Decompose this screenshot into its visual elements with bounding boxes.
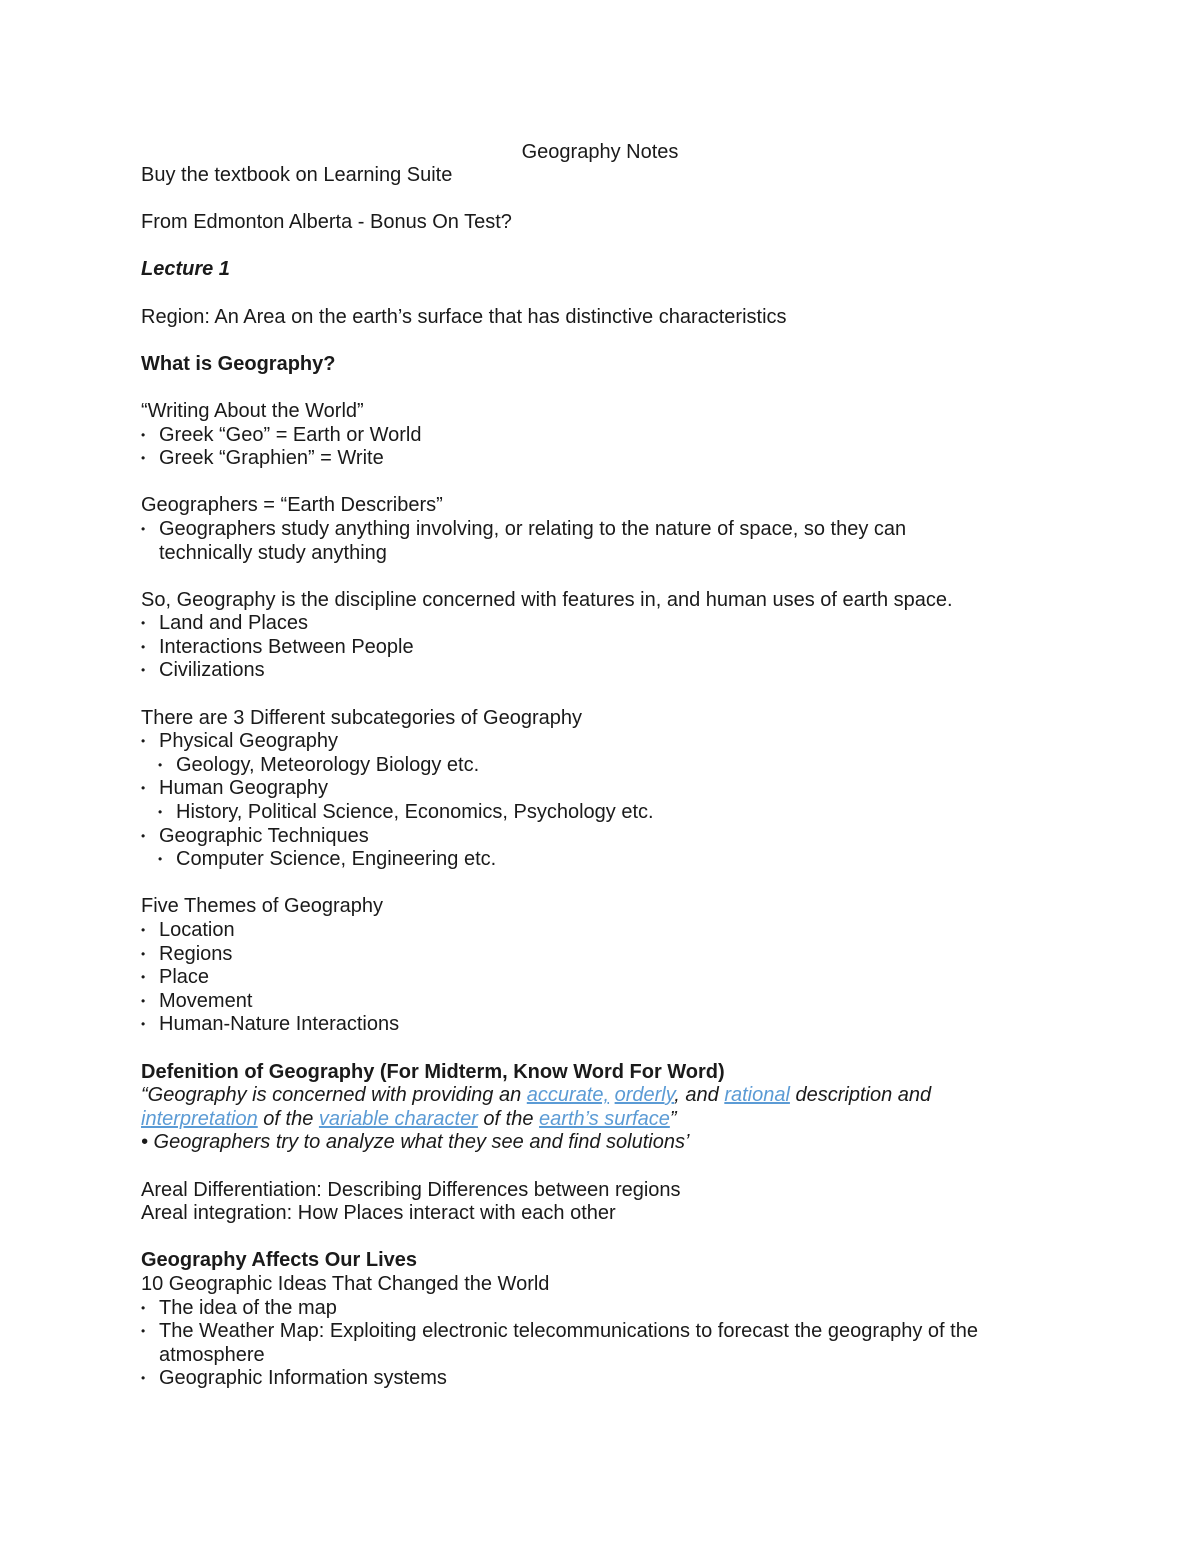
bullet-icon: • <box>158 757 163 772</box>
list-item: • Geographic Information systems <box>141 1367 447 1390</box>
areal-integration: Areal integration: How Places interact with each other <box>141 1202 616 1225</box>
list-item: • Regions <box>141 942 233 965</box>
list-item: • Greek “Geo” = Earth or World <box>141 423 422 446</box>
list-item: • Movement <box>141 989 253 1012</box>
list-item: • Place <box>141 966 210 989</box>
bullet-icon: • <box>158 805 163 820</box>
list-item-continuation: technically study anything <box>159 541 387 564</box>
definition-heading: Defenition of Geography (For Midterm, Know Word For Word) <box>141 1060 725 1083</box>
link-accurate[interactable]: accurate, <box>526 1084 610 1107</box>
what-is-geography-heading: What is Geography? <box>141 352 336 375</box>
bullet-icon: • <box>141 1371 146 1386</box>
bullet-icon: • <box>141 946 146 961</box>
page-title: Geography Notes <box>521 141 679 163</box>
link-rational[interactable]: rational <box>724 1084 790 1107</box>
list-item: • Geographers study anything involving, or relating to the nature of space, so they can <box>141 517 907 540</box>
lecture-heading: Lecture 1 <box>141 258 230 281</box>
list-item-continuation: atmosphere <box>159 1343 265 1366</box>
ten-ideas-heading: 10 Geographic Ideas That Changed the World <box>141 1272 550 1295</box>
definition-quote-line-2: interpretation of the variable character of the earth’s surface” <box>141 1107 677 1130</box>
list-item: • Human-Nature Interactions <box>141 1013 400 1036</box>
bullet-icon: • <box>141 616 146 631</box>
discipline-statement: So, Geography is the discipline concerned with features in, and human uses of earth space. <box>141 588 953 611</box>
writing-about-world: “Writing About the World” <box>141 399 364 422</box>
list-item: • Land and Places <box>141 612 309 635</box>
bullet-icon: • <box>158 852 163 867</box>
list-item: • Civilizations <box>141 659 265 682</box>
list-item: • Physical Geography <box>141 730 338 753</box>
bullet-icon: • <box>141 923 146 937</box>
region-definition: Region: An Area on the earth’s surface that has distinctive characteristics <box>141 305 787 328</box>
sub-list-item: • Computer Science, Engineering etc. <box>158 848 497 871</box>
bullet-icon: • <box>141 993 146 1008</box>
list-item: • Human Geography <box>141 777 328 800</box>
five-themes-heading: Five Themes of Geography <box>141 895 383 918</box>
intro-line-edmonton: From Edmonton Alberta - Bonus On Test? <box>141 211 512 234</box>
document-body <box>141 164 1071 1391</box>
bullet-icon: • <box>141 451 146 466</box>
bullet-icon: • <box>141 828 146 843</box>
list-item: • Interactions Between People <box>141 635 414 658</box>
affects-heading: Geography Affects Our Lives <box>141 1249 417 1272</box>
link-earths-surface[interactable]: earth’s surface <box>539 1107 670 1130</box>
earth-describers: Geographers = “Earth Describers” <box>141 494 443 517</box>
bullet-icon: • <box>141 1300 146 1315</box>
definition-bullet: • Geographers try to analyze what they see and find solutions’ <box>141 1131 690 1154</box>
intro-line-textbook: Buy the textbook on Learning Suite <box>141 164 453 186</box>
list-item: • Greek “Graphien” = Write <box>141 447 384 470</box>
list-item: • Geographic Techniques <box>141 824 369 847</box>
bullet-icon: • <box>141 663 146 678</box>
link-orderly[interactable]: orderly <box>614 1084 675 1107</box>
bullet-icon: • <box>141 970 146 985</box>
bullet-icon: • <box>141 427 146 442</box>
sub-list-item: • Geology, Meteorology Biology etc. <box>158 753 480 776</box>
subcategories-heading: There are 3 Different subcategories of Geography <box>141 706 582 729</box>
list-item: • The Weather Map: Exploiting electronic telecommunications to forecast the geography of the <box>141 1320 978 1343</box>
definition-quote-line-1: “Geography is concerned with providing an accurate, orderly, and rational description and <box>141 1084 932 1107</box>
sub-list-item: • History, Political Science, Economics, Psychology etc. <box>158 801 654 824</box>
bullet-icon: • <box>141 734 146 749</box>
link-variable-character[interactable]: variable character <box>318 1107 478 1130</box>
areal-differentiation: Areal Differentiation: Describing Differences between regions <box>141 1178 681 1201</box>
list-item: • Location <box>141 919 235 941</box>
bullet-icon: • <box>141 639 146 654</box>
list-item: • The idea of the map <box>141 1296 337 1319</box>
link-interpretation[interactable]: interpretation <box>141 1107 258 1130</box>
bullet-icon: • <box>141 1017 146 1032</box>
bullet-icon: • <box>141 1324 146 1339</box>
bullet-icon: • <box>141 521 146 536</box>
bullet-icon: • <box>141 781 146 796</box>
